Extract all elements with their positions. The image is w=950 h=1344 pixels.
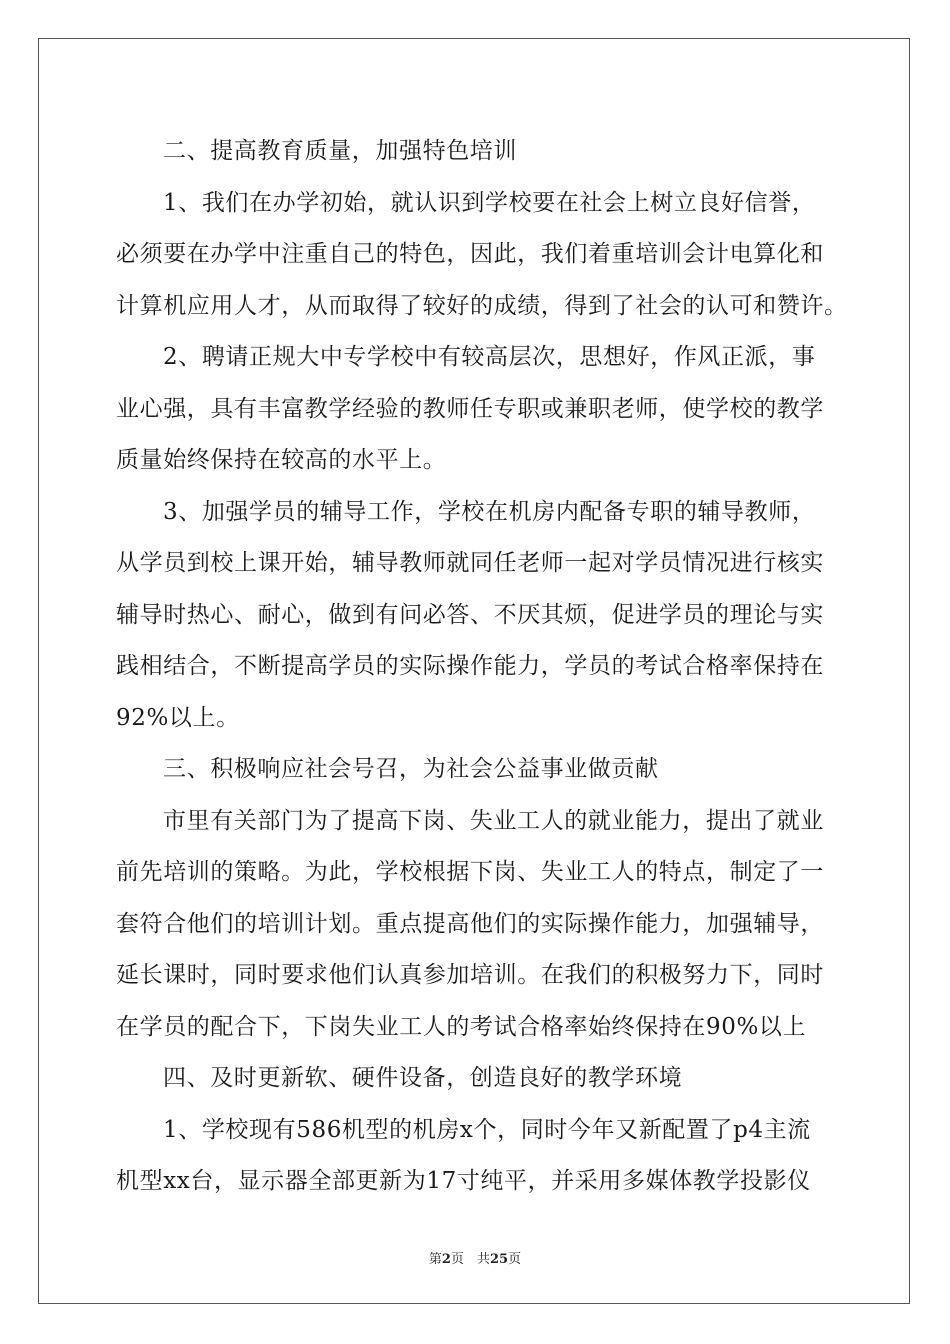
text-line: 3、加强学员的辅导工作，学校在机房内配备专职的辅导教师， [163, 498, 816, 525]
text-line: 1、学校现有586机型的机房x个，同时今年又新配置了p4主流 [163, 1116, 811, 1143]
footer-suffix: 页 [508, 1252, 522, 1267]
text-line: 计算机应用人才，从而取得了较好的成绩，得到了社会的认可和赞许。 [116, 292, 848, 319]
text-line: 2、聘请正规大中专学校中有较高层次，思想好，作风正派，事 [163, 344, 816, 370]
text-line: 必须要在办学中注重自己的特色，因此，我们着重培训会计电算化和 [116, 241, 824, 267]
text-line: 机型xx台，显示器全部更新为17寸纯平，并采用多媒体教学投影仪 [116, 1168, 811, 1194]
text-line: 1、我们在办学初始，就认识到学校要在社会上树立良好信誉， [163, 189, 816, 216]
text-line: 92%以上。 [116, 704, 240, 731]
footer-prefix: 第 [428, 1252, 442, 1267]
footer-current-page: 2 [441, 1252, 451, 1267]
text-line: 从学员到校上课开始，辅导教师就同任老师一起对学员情况进行核实 [116, 550, 824, 576]
text-line: 套符合他们的培训计划。重点提高他们的实际操作能力，加强辅导， [116, 910, 824, 937]
text-line: 三、积极响应社会号召，为社会公益事业做贡献 [163, 756, 659, 782]
text-line: 前先培训的策略。为此，学校根据下岗、失业工人的特点，制定了一 [116, 859, 824, 885]
footer-total-pages: 25 [489, 1252, 509, 1267]
text-line: 践相结合，不断提高学员的实际操作能力，学员的考试合格率保持在 [116, 653, 824, 679]
footer-middle: 页 共 [450, 1252, 490, 1267]
text-line: 辅导时热心、耐心，做到有问必答、不厌其烦，促进学员的理论与实 [116, 601, 824, 628]
document-body [116, 126, 848, 1208]
text-line: 延长课时，同时要求他们认真参加培训。在我们的积极努力下，同时 [116, 962, 824, 988]
text-line: 市里有关部门为了提高下岗、失业工人的就业能力，提出了就业 [163, 807, 824, 834]
text-line: 质量始终保持在较高的水平上。 [116, 447, 447, 473]
page-footer [0, 1248, 950, 1267]
text-line: 业心强，具有丰富教学经验的教师任专职或兼职老师，使学校的教学 [116, 395, 824, 422]
text-line: 四、及时更新软、硬件设备，创造良好的教学环境 [163, 1065, 683, 1091]
text-line: 在学员的配合下，下岗失业工人的考试合格率始终保持在90%以上 [116, 1013, 807, 1040]
text-line: 二、提高教育质量，加强特色培训 [163, 138, 517, 164]
